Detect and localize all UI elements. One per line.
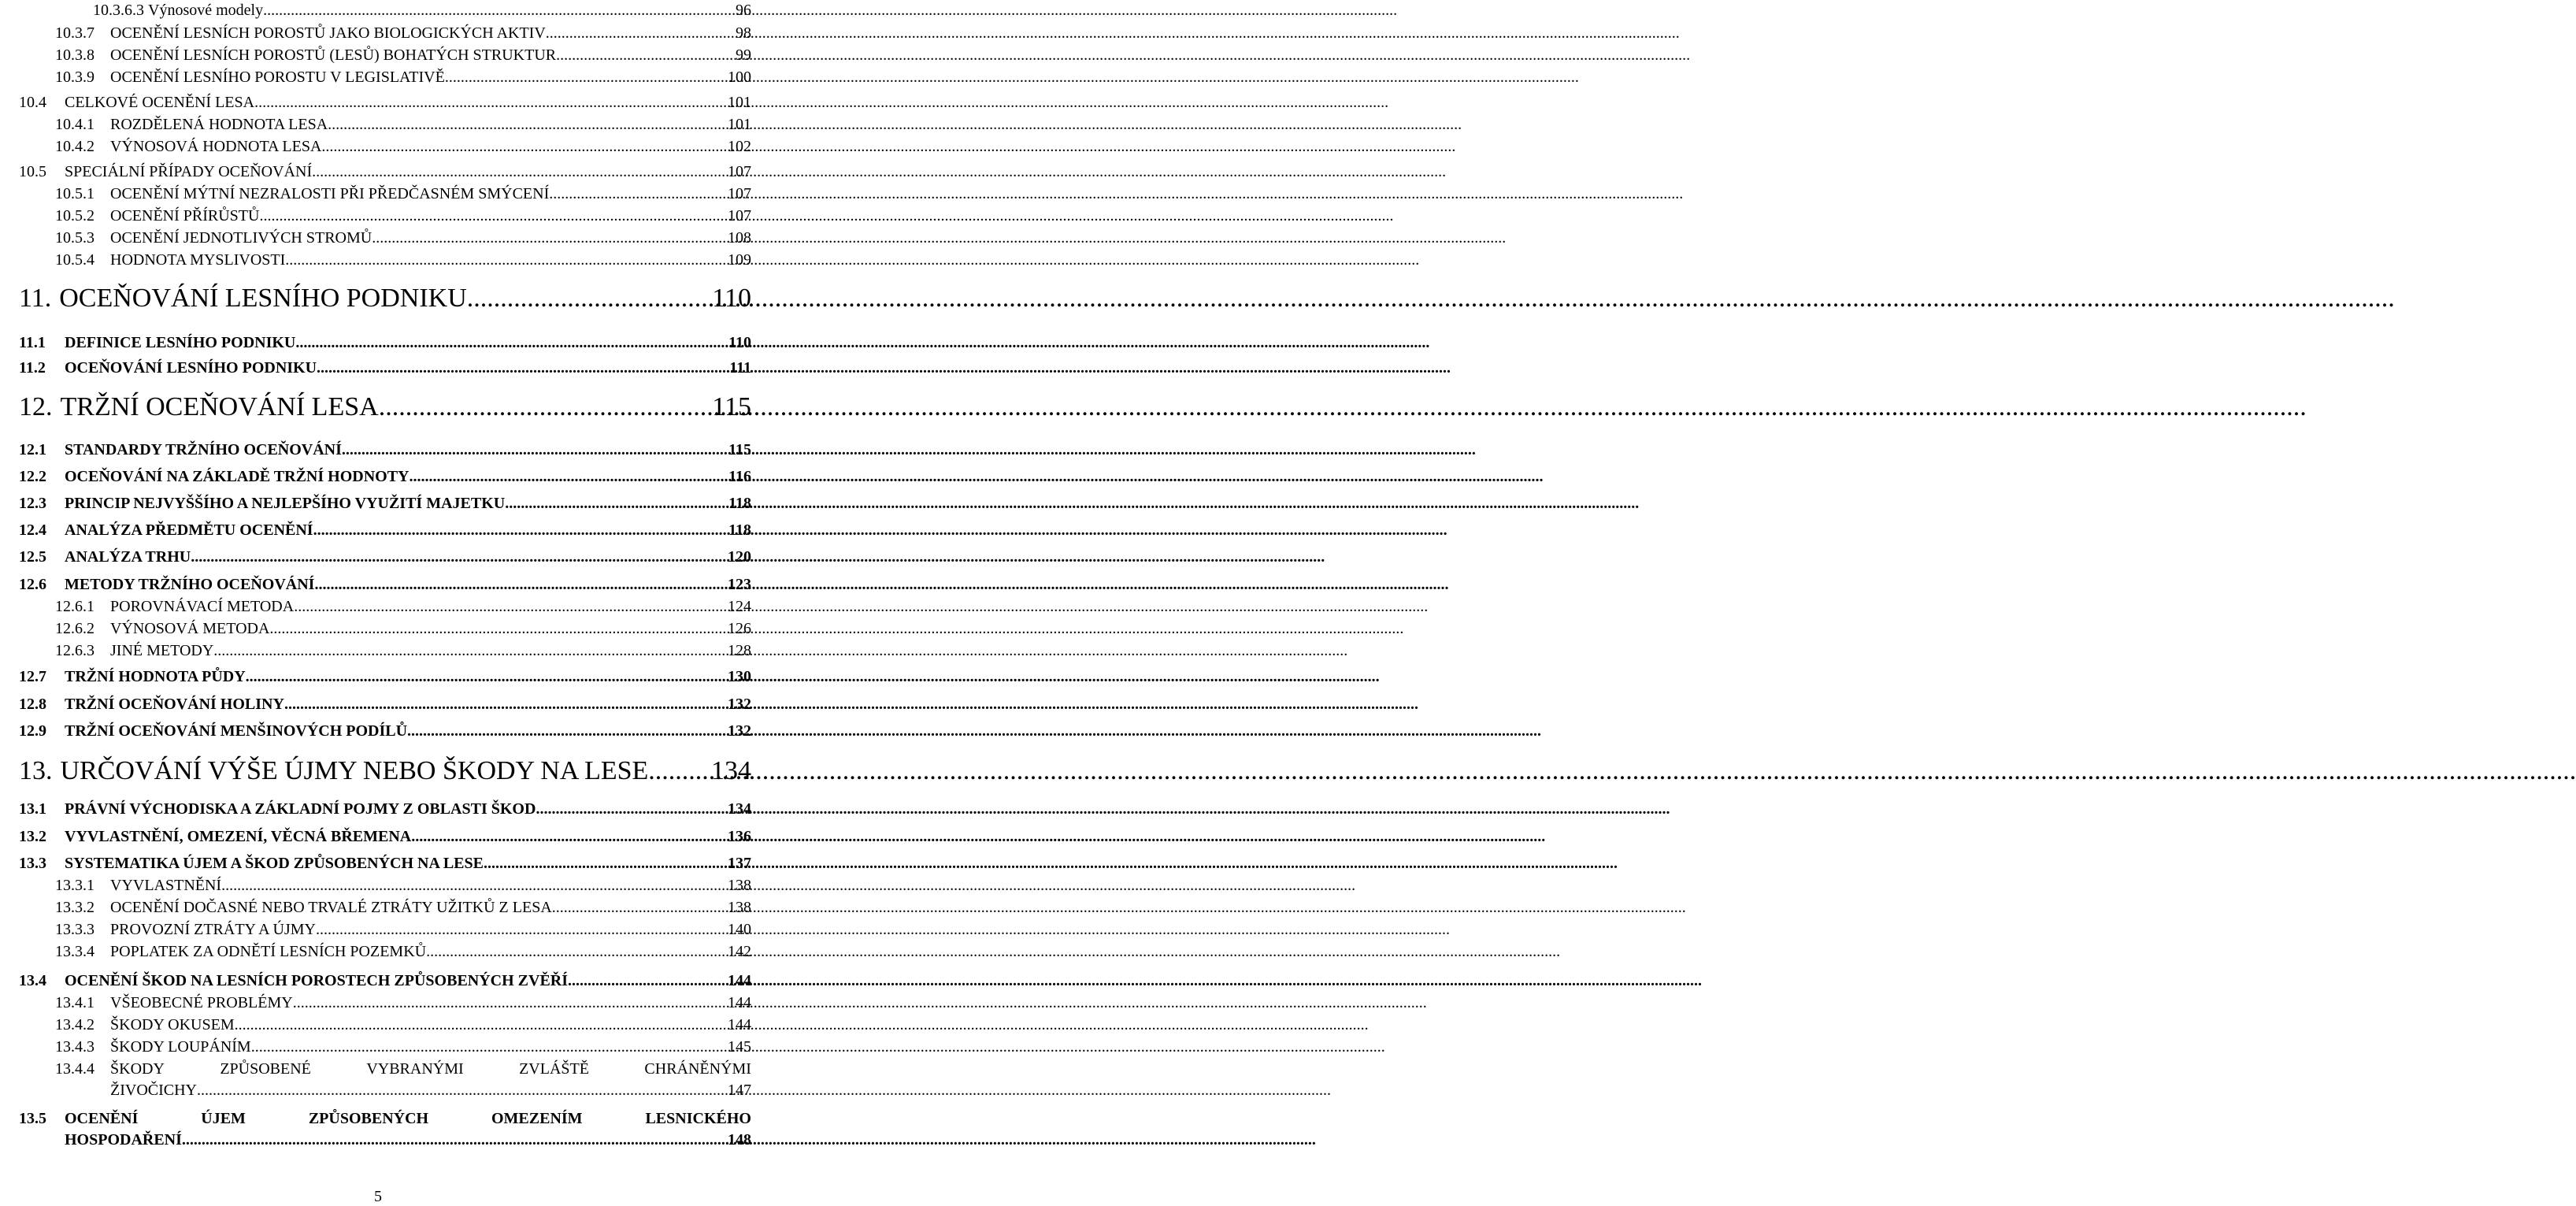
- toc-chapter-number: 11.: [19, 284, 52, 313]
- toc-entry-title: POROVNÁVACÍ METODA: [110, 598, 295, 615]
- toc-entry[interactable]: [19, 94, 751, 112]
- toc-entry-title: ANALÝZA TRHU: [65, 548, 191, 566]
- toc-entry-title: ROZDĚLENÁ HODNOTA LESA: [110, 116, 328, 133]
- toc-entry-title: OCENĚNÍ DOČASNÉ NEBO TRVALÉ ZTRÁTY UŽITKŮ Z LESA: [110, 899, 552, 916]
- toc-entry-number: 13.4.2: [55, 1016, 95, 1033]
- title-word: OCENĚNÍ: [65, 1110, 139, 1127]
- toc-entry-page: 134: [728, 800, 751, 818]
- toc-entry-number: 12.9: [19, 722, 46, 740]
- dot-leader: [312, 163, 728, 181]
- dot-leader: [221, 877, 728, 895]
- toc-entry[interactable]: [19, 576, 751, 594]
- toc-entry-number: 13.3.3: [55, 921, 95, 938]
- dot-leader: [552, 899, 728, 917]
- toc-entry[interactable]: [55, 46, 751, 65]
- toc-entry-page: 126: [728, 620, 751, 637]
- dot-leader: [536, 800, 728, 818]
- dot-leader: [197, 1082, 728, 1100]
- toc-entry-title: TRŽNÍ OCEŇOVÁNÍ HOLINY: [65, 696, 284, 713]
- toc-entry-page: 107: [728, 207, 751, 225]
- toc-entry-title: OCENĚNÍ JEDNOTLIVÝCH STROMŮ: [110, 229, 373, 247]
- toc-entry-number: 12.2: [19, 468, 46, 485]
- toc-entry-number: 10.4.1: [55, 116, 95, 133]
- dot-leader: [251, 1038, 728, 1056]
- toc-entry[interactable]: [55, 229, 751, 247]
- dot-leader: [505, 495, 728, 513]
- toc-entry-number: 10.5.1: [55, 185, 95, 202]
- toc-entry-number: 11.1: [19, 334, 46, 351]
- toc-entry-page: 120: [728, 548, 751, 566]
- title-word: ZPŮSOBENÝCH: [308, 1110, 429, 1127]
- toc-entry-page: 138: [728, 899, 751, 916]
- toc-entry-title: VYVLASTNĚNÍ: [110, 877, 222, 894]
- toc-entry-page: 148: [728, 1131, 751, 1148]
- toc-entry[interactable]: [55, 24, 751, 43]
- toc-chapter-number: 13.: [19, 756, 53, 785]
- toc-entry-page: 111: [729, 359, 751, 377]
- toc-entry-title: VÝNOSOVÁ HODNOTA LESA: [110, 138, 322, 155]
- toc-entry-title: OCENĚNÍ MÝTNÍ NEZRALOSTI PŘI PŘEDČASNÉM SMÝCENÍ: [110, 185, 550, 202]
- dot-leader: [321, 138, 728, 156]
- toc-entry-title: Výnosové modely: [148, 2, 264, 19]
- toc-entry[interactable]: [55, 185, 751, 203]
- dot-leader: [295, 334, 728, 352]
- toc-entry-page: 108: [728, 229, 751, 247]
- dot-leader: [314, 576, 728, 594]
- toc-entry-number: 13.3.2: [55, 899, 95, 916]
- toc-entry-page: 137: [728, 855, 751, 872]
- toc-entry[interactable]: [55, 69, 751, 87]
- toc-entry-title: OCENĚNÍ LESNÍHO POROSTU V LEGISLATIVĚ: [110, 69, 445, 86]
- toc-entry-title: ANALÝZA PŘEDMĚTU OCENĚNÍ: [65, 521, 313, 539]
- toc-entry-title-line2: [65, 1131, 751, 1149]
- toc-entry-number: 13.2: [19, 828, 46, 845]
- toc-chapter-title: TRŽNÍ OCEŇOVÁNÍ LESA: [60, 392, 379, 421]
- toc-entry-page: 116: [728, 468, 751, 485]
- toc-chapter-page: 110: [712, 284, 751, 313]
- toc-entry-title-line2: [110, 1082, 751, 1100]
- toc-entry[interactable]: [19, 800, 751, 818]
- toc-entry-title: SYSTEMATIKA ÚJEM A ŠKOD ZPŮSOBENÝCH NA LESE: [65, 855, 484, 872]
- dot-leader: [467, 284, 712, 314]
- toc-entry-number: 13.3.1: [55, 877, 95, 894]
- toc-entry-number: 12.6.1: [55, 598, 95, 615]
- toc-entry-page: 110: [728, 334, 751, 351]
- toc-entry[interactable]: [55, 251, 751, 269]
- dot-leader: [246, 668, 728, 686]
- toc-entry-title: TRŽNÍ HODNOTA PŮDY: [65, 668, 246, 685]
- toc-entry[interactable]: [19, 696, 751, 714]
- dot-leader: [182, 1131, 728, 1149]
- toc-entry[interactable]: [55, 620, 751, 638]
- dot-leader: [284, 696, 728, 714]
- toc-entry-number: 10.5: [19, 163, 46, 180]
- toc-entry-page: 102: [728, 138, 751, 155]
- document-page: [0, 0, 756, 1205]
- toc-entry-title: PROVOZNÍ ZTRÁTY A ÚJMY: [110, 921, 316, 938]
- toc-entry-multiline[interactable]: [55, 1060, 751, 1100]
- dot-leader: [294, 598, 728, 616]
- title-word: OMEZENÍM: [491, 1110, 583, 1127]
- dot-leader: [426, 943, 728, 961]
- toc-entry-title: HODNOTA MYSLIVOSTI: [110, 251, 286, 269]
- toc-entry[interactable]: [19, 722, 751, 740]
- dot-leader: [213, 642, 728, 660]
- toc-entry-number: 10.4.2: [55, 138, 95, 155]
- toc-entry-number: 12.8: [19, 696, 46, 713]
- title-word: ŠKODY: [110, 1060, 165, 1078]
- toc-entry-page: 142: [728, 943, 751, 960]
- toc-entry-title: JINÉ METODY: [110, 642, 214, 659]
- toc-entry[interactable]: [55, 116, 751, 134]
- dot-leader: [409, 468, 728, 486]
- dot-leader: [407, 722, 728, 740]
- toc-entry[interactable]: [19, 441, 751, 459]
- toc-chapter-page: 115: [712, 392, 751, 421]
- toc-entry-number: 12.3: [19, 495, 46, 512]
- toc-entry-number: 12.6.2: [55, 620, 95, 637]
- toc-entry-number: 13.3.4: [55, 943, 95, 960]
- toc-entry-number: 12.1: [19, 441, 46, 458]
- dot-leader: [342, 441, 728, 459]
- toc-entry-title: ŠKODY LOUPÁNÍM: [110, 1038, 251, 1056]
- toc-entry-number: 13.5: [19, 1110, 46, 1127]
- dot-leader: [379, 392, 713, 422]
- toc-entry-page: 147: [728, 1082, 751, 1099]
- toc-entry-title: POPLATEK ZA ODNĚTÍ LESNÍCH POZEMKŮ: [110, 943, 427, 960]
- toc-entry-page: 132: [728, 722, 751, 740]
- toc-entry-number: 13.4: [19, 972, 46, 989]
- toc-entry-number: 10.4: [19, 94, 46, 111]
- dot-leader: [372, 229, 728, 247]
- toc-entry-number: 12.5: [19, 548, 46, 566]
- toc-entry-page: 107: [728, 163, 751, 180]
- dot-leader: [317, 359, 729, 377]
- toc-entry[interactable]: [19, 855, 751, 873]
- toc-entry-number: 12.6.3: [55, 642, 95, 659]
- toc-entry[interactable]: [55, 642, 751, 660]
- toc-entry-title: SPECIÁLNÍ PŘÍPADY OCEŇOVÁNÍ: [65, 163, 313, 180]
- toc-entry-number: 13.4.3: [55, 1038, 95, 1056]
- toc-entry-page: 118: [728, 495, 751, 512]
- toc-entry-number: 13.4.1: [55, 994, 95, 1011]
- toc-entry-title: METODY TRŽNÍHO OCEŇOVÁNÍ: [65, 576, 315, 593]
- dot-leader: [269, 620, 728, 638]
- toc-entry-multiline[interactable]: [19, 1110, 751, 1149]
- dot-leader: [568, 972, 728, 990]
- toc-entry-number: 13.4.4: [55, 1060, 95, 1078]
- toc-entry[interactable]: [19, 521, 751, 540]
- title-word: VYBRANÝMI: [366, 1060, 464, 1078]
- dot-leader: [328, 116, 728, 134]
- toc-entry-title: OCENĚNÍ LESNÍCH POROSTŮ JAKO BIOLOGICKÝCH AKTIV: [110, 24, 546, 42]
- toc-entry-page: 136: [728, 828, 751, 845]
- toc-entry-number: 10.5.3: [55, 229, 95, 247]
- toc-entry-page: 100: [728, 69, 751, 86]
- dot-leader: [411, 828, 728, 846]
- toc-entry-page: 96: [736, 2, 751, 19]
- toc-entry-number: 13.1: [19, 800, 46, 818]
- dot-leader: [254, 94, 728, 112]
- toc-entry-number: 10.5.4: [55, 251, 95, 269]
- toc-entry-title: OCENĚNÍ PŘÍRŮSTŮ: [110, 207, 260, 225]
- toc-entry-title: OCENĚNÍ LESNÍCH POROSTŮ (LESŮ) BOHATÝCH STRUKTUR: [110, 46, 557, 64]
- toc-entry-page: 144: [728, 1016, 751, 1033]
- toc-entry-number: 12.4: [19, 521, 46, 539]
- toc-entry-number: 10.5.2: [55, 207, 95, 225]
- toc-entry[interactable]: [55, 921, 751, 939]
- toc-entry-title: HOSPODAŘENÍ: [65, 1131, 182, 1148]
- toc-chapter[interactable]: [19, 756, 751, 786]
- toc-entry[interactable]: [55, 943, 751, 961]
- toc-entry-title: PRINCIP NEJVYŠŠÍHO A NEJLEPŠÍHO VYUŽITÍ MAJETKU: [65, 495, 506, 512]
- toc-entry-page: 144: [728, 972, 751, 989]
- dot-leader: [445, 69, 728, 87]
- title-word: LESNICKÉHO: [645, 1110, 751, 1127]
- toc-entry-page: 124: [728, 598, 751, 615]
- toc-entry[interactable]: [55, 994, 751, 1012]
- toc-entry-title: VŠEOBECNÉ PROBLÉMY: [110, 994, 293, 1011]
- title-word: ZVLÁŠTĚ: [519, 1060, 589, 1078]
- toc-entry-title-line1: [65, 1110, 751, 1128]
- toc-entry[interactable]: [19, 359, 751, 377]
- toc-entry-page: 138: [728, 877, 751, 894]
- dot-leader: [263, 2, 736, 20]
- toc-chapter-page: 134: [711, 756, 751, 785]
- toc-entry-page: 99: [736, 46, 751, 64]
- toc-entry-title: TRŽNÍ OCEŇOVÁNÍ MENŠINOVÝCH PODÍLŮ: [65, 722, 408, 740]
- toc-entry-page: 101: [728, 116, 751, 133]
- toc-entry-page: 115: [728, 441, 751, 458]
- toc-entry-page: 123: [728, 576, 751, 593]
- toc-chapter[interactable]: [19, 392, 751, 422]
- toc-entry-title: VÝNOSOVÁ METODA: [110, 620, 270, 637]
- toc-entry-page: 130: [728, 668, 751, 685]
- toc-entry-number: 10.3.7: [55, 24, 95, 42]
- dot-leader: [316, 921, 728, 939]
- toc-entry[interactable]: [19, 334, 751, 352]
- toc-entry-number: 12.7: [19, 668, 46, 685]
- toc-chapter-number: 12.: [19, 392, 53, 421]
- title-word: ÚJEM: [201, 1110, 246, 1127]
- toc-entry-title: OCEŇOVÁNÍ LESNÍHO PODNIKU: [65, 359, 317, 377]
- toc-entry-title: ŽIVOČICHY: [110, 1082, 197, 1099]
- toc-entry-page: 101: [728, 94, 751, 111]
- toc-entry-page: 145: [728, 1038, 751, 1056]
- toc-entry[interactable]: [55, 138, 751, 156]
- toc-entry[interactable]: [19, 468, 751, 486]
- title-word: CHRÁNĚNÝMI: [644, 1060, 751, 1078]
- toc-entry[interactable]: [19, 972, 751, 990]
- toc-entry[interactable]: [55, 877, 751, 895]
- toc-entry[interactable]: [55, 207, 751, 225]
- dot-leader: [549, 185, 728, 203]
- toc-entry-title: STANDARDY TRŽNÍHO OCEŇOVÁNÍ: [65, 441, 342, 458]
- toc-entry[interactable]: [19, 163, 751, 181]
- toc-entry-title: OCENĚNÍ ŠKOD NA LESNÍCH POROSTECH ZPŮSOBENÝCH ZVĚŘÍ: [65, 972, 569, 989]
- toc-chapter[interactable]: [19, 284, 751, 314]
- dot-leader: [235, 1016, 728, 1034]
- toc-entry-title: OCEŇOVÁNÍ NA ZÁKLADĚ TRŽNÍ HODNOTY: [65, 468, 410, 485]
- toc-entry[interactable]: [55, 1016, 751, 1034]
- toc-entry-page: 118: [728, 521, 751, 539]
- dot-leader: [484, 855, 728, 873]
- toc-entry[interactable]: [19, 495, 751, 513]
- dot-leader: [648, 756, 711, 786]
- title-word: ZPŮSOBENÉ: [220, 1060, 311, 1078]
- toc-entry[interactable]: [19, 828, 751, 846]
- toc-entry-number: 10.3.8: [55, 46, 95, 64]
- dot-leader: [556, 46, 736, 65]
- toc-entry-number: 10.3.6.3: [93, 2, 144, 19]
- page-number: 5: [374, 1188, 382, 1205]
- toc-entry-page: 128: [728, 642, 751, 659]
- toc-entry-number: 10.3.9: [55, 69, 95, 86]
- dot-leader: [293, 994, 728, 1012]
- toc-entry[interactable]: [19, 668, 751, 686]
- toc-entry-number: 12.6: [19, 576, 46, 593]
- dot-leader: [191, 548, 728, 566]
- toc-chapter-title: URČOVÁNÍ VÝŠE ÚJMY NEBO ŠKODY NA LESE: [60, 756, 649, 785]
- toc-entry-page: 140: [728, 921, 751, 938]
- toc-entry-page: 132: [728, 696, 751, 713]
- toc-chapter-title: OCEŇOVÁNÍ LESNÍHO PODNIKU: [59, 284, 467, 313]
- toc-entry-title-line1: [110, 1060, 751, 1078]
- toc-entry[interactable]: [55, 899, 751, 917]
- toc-entry-page: 107: [728, 185, 751, 202]
- toc-entry-page: 98: [736, 24, 751, 42]
- toc-entry[interactable]: [19, 548, 751, 566]
- toc-entry-title: PRÁVNÍ VÝCHODISKA A ZÁKLADNÍ POJMY Z OBLASTI ŠKOD: [65, 800, 536, 818]
- dot-leader: [285, 251, 728, 269]
- toc-entry-page: 109: [728, 251, 751, 269]
- toc-entry-title: ŠKODY OKUSEM: [110, 1016, 235, 1033]
- toc-entry-title: VYVLASTNĚNÍ, OMEZENÍ, VĚCNÁ BŘEMENA: [65, 828, 412, 845]
- toc-entry-number: 13.3: [19, 855, 46, 872]
- toc-entry[interactable]: [55, 598, 751, 616]
- toc-entry-title: DEFINICE LESNÍHO PODNIKU: [65, 334, 296, 351]
- dot-leader: [546, 24, 736, 43]
- toc-entry[interactable]: [93, 2, 751, 20]
- dot-leader: [259, 207, 728, 225]
- dot-leader: [313, 521, 729, 540]
- toc-entry-page: 144: [728, 994, 751, 1011]
- toc-entry[interactable]: [55, 1038, 751, 1056]
- toc-entry-number: 11.2: [19, 359, 46, 377]
- toc-entry-title: CELKOVÉ OCENĚNÍ LESA: [65, 94, 255, 111]
